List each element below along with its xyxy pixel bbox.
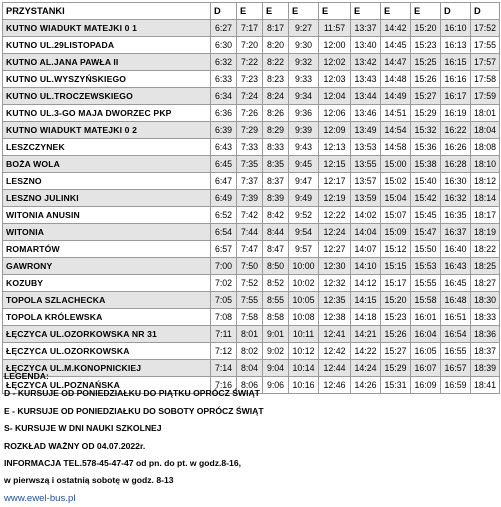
departure-time: 15:53 bbox=[411, 258, 441, 275]
departure-time: 6:43 bbox=[211, 139, 237, 156]
header-day-code: E bbox=[289, 3, 319, 20]
info-line-2: w pierwszą i ostatnią sobotę w godz. 8-13 bbox=[4, 475, 174, 486]
departure-time: 15:26 bbox=[381, 326, 411, 343]
departure-time: 13:44 bbox=[351, 88, 381, 105]
departure-time: 7:33 bbox=[237, 139, 263, 156]
departure-time: 13:49 bbox=[351, 122, 381, 139]
departure-time: 8:39 bbox=[263, 190, 289, 207]
departure-time: 9:52 bbox=[289, 207, 319, 224]
table-row bbox=[3, 156, 500, 173]
departure-time: 16:17 bbox=[441, 88, 471, 105]
departure-time: 16:35 bbox=[441, 207, 471, 224]
departure-time: 18:19 bbox=[471, 224, 500, 241]
departure-time: 7:50 bbox=[237, 258, 263, 275]
header-day-code: D bbox=[211, 3, 237, 20]
departure-time: 15:04 bbox=[381, 190, 411, 207]
departure-time: 7:35 bbox=[237, 156, 263, 173]
departure-time: 16:51 bbox=[441, 309, 471, 326]
departure-time: 14:22 bbox=[351, 343, 381, 360]
departure-time: 13:40 bbox=[351, 37, 381, 54]
departure-time: 14:49 bbox=[381, 88, 411, 105]
departure-time: 15:26 bbox=[411, 71, 441, 88]
departure-time: 9:49 bbox=[289, 190, 319, 207]
departure-time: 18:37 bbox=[471, 343, 500, 360]
departure-time: 14:42 bbox=[381, 20, 411, 37]
departure-time: 10:11 bbox=[289, 326, 319, 343]
departure-time: 13:42 bbox=[351, 54, 381, 71]
timetable-sheet bbox=[2, 2, 499, 394]
departure-time: 9:32 bbox=[289, 54, 319, 71]
valid-from: ROZKŁAD WAŻNY OD 04.07.2022r. bbox=[4, 440, 146, 451]
departure-time: 15:36 bbox=[411, 139, 441, 156]
departure-time: 15:31 bbox=[381, 377, 411, 394]
table-row bbox=[3, 292, 500, 309]
departure-time: 15:12 bbox=[381, 241, 411, 258]
departure-time: 12:03 bbox=[319, 71, 351, 88]
departure-time: 16:37 bbox=[441, 224, 471, 241]
departure-time: 18:36 bbox=[471, 326, 500, 343]
table-row bbox=[3, 224, 500, 241]
departure-time: 12:38 bbox=[319, 309, 351, 326]
departure-time: 18:27 bbox=[471, 275, 500, 292]
departure-time: 10:02 bbox=[289, 275, 319, 292]
departure-time: 8:23 bbox=[263, 71, 289, 88]
departure-time: 13:55 bbox=[351, 156, 381, 173]
departure-time: 14:58 bbox=[381, 139, 411, 156]
departure-time: 9:47 bbox=[289, 173, 319, 190]
departure-time: 7:14 bbox=[211, 360, 237, 377]
departure-time: 16:48 bbox=[441, 292, 471, 309]
departure-time: 18:39 bbox=[471, 360, 500, 377]
departure-time: 6:54 bbox=[211, 224, 237, 241]
departure-time: 15:27 bbox=[381, 343, 411, 360]
departure-time: 10:12 bbox=[289, 343, 319, 360]
table-row bbox=[3, 275, 500, 292]
departure-time: 16:01 bbox=[411, 309, 441, 326]
header-day-code: E bbox=[411, 3, 441, 20]
table-row bbox=[3, 37, 500, 54]
departure-time: 17:59 bbox=[471, 88, 500, 105]
header-day-code: E bbox=[381, 3, 411, 20]
departure-time: 16:40 bbox=[441, 241, 471, 258]
departure-time: 14:21 bbox=[351, 326, 381, 343]
departure-time: 15:00 bbox=[381, 156, 411, 173]
departure-time: 13:43 bbox=[351, 71, 381, 88]
departure-time: 12:41 bbox=[319, 326, 351, 343]
departure-time: 7:24 bbox=[237, 88, 263, 105]
stop-name: KOZUBY bbox=[3, 275, 211, 292]
table-row bbox=[3, 241, 500, 258]
departure-time: 6:33 bbox=[211, 71, 237, 88]
departure-time: 15:20 bbox=[381, 292, 411, 309]
departure-time: 8:04 bbox=[237, 360, 263, 377]
departure-time: 13:57 bbox=[351, 173, 381, 190]
header-day-code: E bbox=[351, 3, 381, 20]
departure-time: 7:52 bbox=[237, 275, 263, 292]
departure-time: 14:47 bbox=[381, 54, 411, 71]
departure-time: 16:09 bbox=[411, 377, 441, 394]
departure-time: 7:20 bbox=[237, 37, 263, 54]
table-row bbox=[3, 326, 500, 343]
departure-time: 9:57 bbox=[289, 241, 319, 258]
departure-time: 15:50 bbox=[411, 241, 441, 258]
departure-time: 7:05 bbox=[211, 292, 237, 309]
departure-time: 9:04 bbox=[263, 360, 289, 377]
departure-time: 15:40 bbox=[411, 173, 441, 190]
departure-time: 12:22 bbox=[319, 207, 351, 224]
departure-time: 16:57 bbox=[441, 360, 471, 377]
departure-time: 7:29 bbox=[237, 122, 263, 139]
departure-time: 6:45 bbox=[211, 156, 237, 173]
departure-time: 14:51 bbox=[381, 105, 411, 122]
departure-time: 15:09 bbox=[381, 224, 411, 241]
departure-time: 12:02 bbox=[319, 54, 351, 71]
departure-time: 7:11 bbox=[211, 326, 237, 343]
departure-time: 6:30 bbox=[211, 37, 237, 54]
departure-time: 7:58 bbox=[237, 309, 263, 326]
timetable-body bbox=[3, 3, 500, 394]
legend-s: S- KURSUJE W DNI NAUKI SZKOLNEJ bbox=[4, 423, 162, 434]
departure-time: 8:24 bbox=[263, 88, 289, 105]
info-line-1: INFORMACJA TEL.578-45-47-47 od pn. do pt. w godz.8-16, bbox=[4, 458, 241, 469]
departure-time: 14:24 bbox=[351, 360, 381, 377]
departure-time: 16:10 bbox=[441, 20, 471, 37]
table-row bbox=[3, 343, 500, 360]
departure-time: 9:33 bbox=[289, 71, 319, 88]
stop-name: LESZNO JULINKI bbox=[3, 190, 211, 207]
departure-time: 6:49 bbox=[211, 190, 237, 207]
departure-time: 7:37 bbox=[237, 173, 263, 190]
departure-time: 8:58 bbox=[263, 309, 289, 326]
departure-time: 8:20 bbox=[263, 37, 289, 54]
departure-time: 16:13 bbox=[441, 37, 471, 54]
departure-time: 16:54 bbox=[441, 326, 471, 343]
header-day-code: D bbox=[471, 3, 500, 20]
stop-name: LESZCZYNEK bbox=[3, 139, 211, 156]
departure-time: 7:44 bbox=[237, 224, 263, 241]
header-row bbox=[3, 3, 500, 20]
departure-time: 15:55 bbox=[411, 275, 441, 292]
departure-time: 7:22 bbox=[237, 54, 263, 71]
departure-time: 14:12 bbox=[351, 275, 381, 292]
departure-time: 12:09 bbox=[319, 122, 351, 139]
departure-time: 18:10 bbox=[471, 156, 500, 173]
departure-time: 18:01 bbox=[471, 105, 500, 122]
departure-time: 8:37 bbox=[263, 173, 289, 190]
stop-name: WITONIA bbox=[3, 224, 211, 241]
departure-time: 15:02 bbox=[381, 173, 411, 190]
departure-time: 12:00 bbox=[319, 37, 351, 54]
departure-time: 12:17 bbox=[319, 173, 351, 190]
departure-time: 12:04 bbox=[319, 88, 351, 105]
departure-time: 17:52 bbox=[471, 20, 500, 37]
departure-time: 15:23 bbox=[411, 37, 441, 54]
departure-time: 18:41 bbox=[471, 377, 500, 394]
header-day-code: E bbox=[319, 3, 351, 20]
departure-time: 7:12 bbox=[211, 343, 237, 360]
departure-time: 14:07 bbox=[351, 241, 381, 258]
departure-time: 18:22 bbox=[471, 241, 500, 258]
departure-time: 16:32 bbox=[441, 190, 471, 207]
departure-time: 14:02 bbox=[351, 207, 381, 224]
departure-time: 8:44 bbox=[263, 224, 289, 241]
departure-time: 13:46 bbox=[351, 105, 381, 122]
departure-time: 16:28 bbox=[441, 156, 471, 173]
departure-time: 10:00 bbox=[289, 258, 319, 275]
departure-time: 15:42 bbox=[411, 190, 441, 207]
departure-time: 8:26 bbox=[263, 105, 289, 122]
departure-time: 8:01 bbox=[237, 326, 263, 343]
departure-time: 8:52 bbox=[263, 275, 289, 292]
departure-time: 6:39 bbox=[211, 122, 237, 139]
departure-time: 9:39 bbox=[289, 122, 319, 139]
departure-time: 6:52 bbox=[211, 207, 237, 224]
departure-time: 10:16 bbox=[289, 377, 319, 394]
departure-time: 16:19 bbox=[441, 105, 471, 122]
departure-time: 7:55 bbox=[237, 292, 263, 309]
departure-time: 17:57 bbox=[471, 54, 500, 71]
table-row bbox=[3, 190, 500, 207]
departure-time: 15:45 bbox=[411, 207, 441, 224]
stop-name: ŁĘCZYCA UL.OZORKOWSKA bbox=[3, 343, 211, 360]
departure-time: 7:02 bbox=[211, 275, 237, 292]
departure-time: 13:37 bbox=[351, 20, 381, 37]
departure-time: 14:48 bbox=[381, 71, 411, 88]
departure-time: 14:54 bbox=[381, 122, 411, 139]
departure-time: 12:42 bbox=[319, 343, 351, 360]
stop-name: KUTNO UL.TROCZEWSKIEGO bbox=[3, 88, 211, 105]
departure-time: 8:29 bbox=[263, 122, 289, 139]
stop-name: BOŻA WOLA bbox=[3, 156, 211, 173]
departure-time: 7:42 bbox=[237, 207, 263, 224]
departure-time: 8:35 bbox=[263, 156, 289, 173]
stop-name: KUTNO AL.JANA PAWŁA II bbox=[3, 54, 211, 71]
departure-time: 15:27 bbox=[411, 88, 441, 105]
departure-time: 12:19 bbox=[319, 190, 351, 207]
departure-time: 12:30 bbox=[319, 258, 351, 275]
departure-time: 16:26 bbox=[441, 139, 471, 156]
departure-time: 9:43 bbox=[289, 139, 319, 156]
departure-time: 9:34 bbox=[289, 88, 319, 105]
departure-time: 12:13 bbox=[319, 139, 351, 156]
departure-time: 14:15 bbox=[351, 292, 381, 309]
departure-time: 14:18 bbox=[351, 309, 381, 326]
departure-time: 7:47 bbox=[237, 241, 263, 258]
stop-name: KUTNO WIADUKT MATEJKI 0 2 bbox=[3, 122, 211, 139]
departure-time: 18:14 bbox=[471, 190, 500, 207]
departure-time: 8:42 bbox=[263, 207, 289, 224]
departure-time: 14:45 bbox=[381, 37, 411, 54]
departure-time: 9:30 bbox=[289, 37, 319, 54]
departure-time: 6:57 bbox=[211, 241, 237, 258]
departure-time: 7:23 bbox=[237, 71, 263, 88]
departure-time: 18:12 bbox=[471, 173, 500, 190]
departure-time: 9:02 bbox=[263, 343, 289, 360]
departure-time: 14:10 bbox=[351, 258, 381, 275]
stop-name: KUTNO UL.WYSZYŃSKIEGO bbox=[3, 71, 211, 88]
stop-name: KUTNO UL.29LISTOPADA bbox=[3, 37, 211, 54]
departure-time: 6:36 bbox=[211, 105, 237, 122]
departure-time: 9:06 bbox=[263, 377, 289, 394]
departure-time: 7:26 bbox=[237, 105, 263, 122]
departure-time: 14:26 bbox=[351, 377, 381, 394]
departure-time: 15:47 bbox=[411, 224, 441, 241]
departure-time: 18:04 bbox=[471, 122, 500, 139]
departure-time: 7:17 bbox=[237, 20, 263, 37]
departure-time: 11:57 bbox=[319, 20, 351, 37]
departure-time: 15:07 bbox=[381, 207, 411, 224]
table-row bbox=[3, 88, 500, 105]
departure-time: 15:25 bbox=[411, 54, 441, 71]
departure-time: 16:59 bbox=[441, 377, 471, 394]
departure-time: 18:08 bbox=[471, 139, 500, 156]
stop-name: GAWRONY bbox=[3, 258, 211, 275]
departure-time: 6:32 bbox=[211, 54, 237, 71]
legend-e: E - KURSUJE OD PONIEDZIAŁKU DO SOBOTY OPRÓCZ ŚWIĄT bbox=[4, 405, 264, 416]
departure-time: 6:47 bbox=[211, 173, 237, 190]
departure-time: 6:34 bbox=[211, 88, 237, 105]
departure-time: 16:55 bbox=[441, 343, 471, 360]
stop-name: ŁĘCZYCA UL.OZORKOWSKA NR 31 bbox=[3, 326, 211, 343]
legend bbox=[2, 368, 499, 507]
table-row bbox=[3, 309, 500, 326]
departure-time: 12:35 bbox=[319, 292, 351, 309]
departure-time: 8:47 bbox=[263, 241, 289, 258]
departure-time: 16:07 bbox=[411, 360, 441, 377]
stop-name: KUTNO WIADUKT MATEJKI 0 1 bbox=[3, 20, 211, 37]
departure-time: 13:53 bbox=[351, 139, 381, 156]
departure-time: 8:06 bbox=[237, 377, 263, 394]
stop-name: TOPOLA SZLACHECKA bbox=[3, 292, 211, 309]
departure-time: 16:45 bbox=[441, 275, 471, 292]
legend-d: D - KURSUJE OD PONIEDZIAŁKU DO PIĄTKU OPRÓCZ ŚWIĄT bbox=[4, 388, 260, 399]
departure-time: 15:23 bbox=[381, 309, 411, 326]
departure-time: 16:30 bbox=[441, 173, 471, 190]
departure-time: 18:33 bbox=[471, 309, 500, 326]
stop-name: LESZNO bbox=[3, 173, 211, 190]
header-stops: PRZYSTANKI bbox=[3, 3, 211, 20]
departure-time: 8:55 bbox=[263, 292, 289, 309]
departure-time: 16:15 bbox=[441, 54, 471, 71]
departure-time: 10:08 bbox=[289, 309, 319, 326]
departure-time: 16:43 bbox=[441, 258, 471, 275]
departure-time: 16:22 bbox=[441, 122, 471, 139]
timetable bbox=[2, 2, 500, 394]
departure-time: 12:27 bbox=[319, 241, 351, 258]
departure-time: 16:04 bbox=[411, 326, 441, 343]
departure-time: 18:17 bbox=[471, 207, 500, 224]
departure-time: 15:20 bbox=[411, 20, 441, 37]
departure-time: 7:08 bbox=[211, 309, 237, 326]
departure-time: 12:15 bbox=[319, 156, 351, 173]
departure-time: 12:44 bbox=[319, 360, 351, 377]
departure-time: 16:16 bbox=[441, 71, 471, 88]
header-day-code: D bbox=[441, 3, 471, 20]
departure-time: 12:32 bbox=[319, 275, 351, 292]
departure-time: 7:16 bbox=[211, 377, 237, 394]
departure-time: 15:17 bbox=[381, 275, 411, 292]
departure-time: 15:15 bbox=[381, 258, 411, 275]
legend-title: LEGENDA: bbox=[4, 371, 49, 381]
departure-time: 12:46 bbox=[319, 377, 351, 394]
stop-name: ROMARTÓW bbox=[3, 241, 211, 258]
departure-time: 7:00 bbox=[211, 258, 237, 275]
departure-time: 18:30 bbox=[471, 292, 500, 309]
departure-time: 8:02 bbox=[237, 343, 263, 360]
departure-time: 7:39 bbox=[237, 190, 263, 207]
departure-time: 9:54 bbox=[289, 224, 319, 241]
departure-time: 17:55 bbox=[471, 37, 500, 54]
departure-time: 10:14 bbox=[289, 360, 319, 377]
departure-time: 14:04 bbox=[351, 224, 381, 241]
departure-time: 15:29 bbox=[411, 105, 441, 122]
departure-time: 15:32 bbox=[411, 122, 441, 139]
departure-time: 6:27 bbox=[211, 20, 237, 37]
website-link[interactable]: www.ewel-bus.pl bbox=[4, 492, 76, 504]
header-day-code: E bbox=[263, 3, 289, 20]
departure-time: 8:33 bbox=[263, 139, 289, 156]
table-row bbox=[3, 122, 500, 139]
stop-name: TOPOLA KRÓLEWSKA bbox=[3, 309, 211, 326]
stop-name: ŁĘCZYCA UL.POZNAŃSKA bbox=[3, 377, 211, 394]
stop-name: WITONIA ANUSIN bbox=[3, 207, 211, 224]
departure-time: 9:36 bbox=[289, 105, 319, 122]
table-row bbox=[3, 105, 500, 122]
table-row bbox=[3, 20, 500, 37]
departure-time: 17:58 bbox=[471, 71, 500, 88]
stop-name: KUTNO UL.3-GO MAJA DWORZEC PKP bbox=[3, 105, 211, 122]
table-row bbox=[3, 139, 500, 156]
header-day-code: E bbox=[237, 3, 263, 20]
departure-time: 15:29 bbox=[381, 360, 411, 377]
table-row bbox=[3, 71, 500, 88]
departure-time: 9:45 bbox=[289, 156, 319, 173]
departure-time: 8:22 bbox=[263, 54, 289, 71]
departure-time: 13:59 bbox=[351, 190, 381, 207]
departure-time: 8:17 bbox=[263, 20, 289, 37]
departure-time: 12:24 bbox=[319, 224, 351, 241]
table-row bbox=[3, 173, 500, 190]
departure-time: 8:50 bbox=[263, 258, 289, 275]
departure-time: 9:01 bbox=[263, 326, 289, 343]
departure-time: 15:58 bbox=[411, 292, 441, 309]
table-row bbox=[3, 258, 500, 275]
departure-time: 12:06 bbox=[319, 105, 351, 122]
departure-time: 10:05 bbox=[289, 292, 319, 309]
table-row bbox=[3, 54, 500, 71]
departure-time: 9:27 bbox=[289, 20, 319, 37]
departure-time: 15:38 bbox=[411, 156, 441, 173]
departure-time: 16:05 bbox=[411, 343, 441, 360]
table-row bbox=[3, 207, 500, 224]
stop-name: ŁĘCZYCA UL.M.KONOPNICKIEJ bbox=[3, 360, 211, 377]
departure-time: 18:25 bbox=[471, 258, 500, 275]
